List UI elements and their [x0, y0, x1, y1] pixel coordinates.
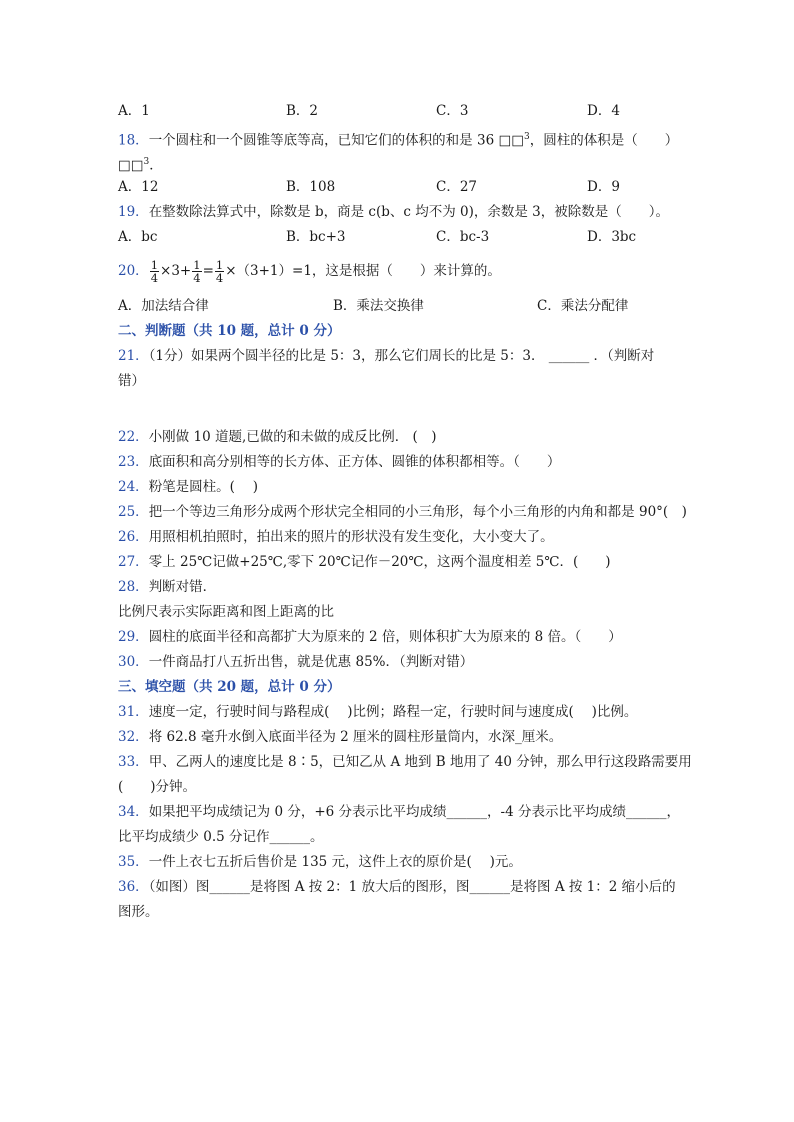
- section-heading-fill-blank: 三、填空题（共 20 题，总计 0 分）: [118, 679, 341, 695]
- question-36-line2: 图形。: [118, 904, 159, 920]
- question-text: 零上 25℃记做+25℃,零下 20℃记作－20℃，这两个温度相差 5℃．( ): [148, 554, 611, 570]
- option-c: C．27: [436, 179, 478, 195]
- section-heading-judgement: 二、判断题（共 10 题，总计 0 分）: [118, 323, 341, 339]
- question-33: [118, 753, 692, 771]
- question-30: [118, 653, 473, 671]
- question-text: 粉笔是圆柱。( ): [148, 479, 259, 495]
- denominator: 4: [215, 271, 224, 285]
- question-25: [118, 503, 687, 521]
- option-c: C．bc-3: [436, 229, 490, 245]
- question-number: 33．: [118, 754, 149, 770]
- question-number: 30．: [118, 654, 149, 670]
- question-number: 27．: [118, 554, 149, 570]
- question-number: 29．: [118, 629, 149, 645]
- numerator: 1: [150, 258, 159, 272]
- equals-sign: =: [202, 263, 214, 279]
- option-c: C．3: [436, 103, 469, 119]
- question-text: 一件上衣七五折后售价是 135 元，这件上衣的原价是( )元。: [148, 854, 522, 870]
- question-text: 如果把平均成绩记为 0 分，+6 分表示比平均成绩______，-4 分表示比平均成绩______，: [148, 804, 680, 820]
- question-21: [118, 347, 654, 365]
- question-text: ×（3+1）=1，这是根据（ ）来计算的。: [225, 263, 501, 279]
- question-28-statement: 比例尺表示实际距离和图上距离的比: [118, 604, 334, 620]
- question-text: 圆柱的底面半径和高都扩大为原来的 2 倍，则体积扩大为原来的 8 倍。（ ）: [148, 629, 622, 645]
- question-34: [118, 803, 680, 821]
- option-a: A．12: [118, 179, 159, 195]
- question-35: [118, 853, 522, 871]
- question-number: 32．: [118, 729, 149, 745]
- question-number: 18．: [118, 132, 149, 149]
- question-number: 26．: [118, 529, 149, 545]
- denominator: 4: [193, 271, 201, 285]
- question-text: 底面积和高分别相等的长方体、正方体、圆锥的体积都相等。（ ）: [148, 454, 561, 470]
- question-number: 31．: [118, 704, 149, 720]
- question-number: 25．: [118, 504, 149, 520]
- question-text: 小刚做 10 道题,已做的和未做的成反比例． ( ): [148, 429, 437, 445]
- option-b: B．108: [286, 179, 336, 195]
- question-28: [118, 578, 216, 596]
- question-33-line2: ( )分钟。: [118, 779, 197, 795]
- question-text: 在整数除法算式中，除数是 b，商是 c(b、c 均不为 0)，余数是 3，被除数是（ ）。: [148, 204, 670, 220]
- question-text-cont: ，圆柱的体积是（ ）: [529, 132, 679, 149]
- question-text: 甲、乙两人的速度比是 8∶5，已知乙从 A 地到 B 地用了 40 分钟，那么甲行这段路需要用: [148, 754, 692, 770]
- question-text: 将 62.8 毫升水倒入底面半径为 2 厘米的圆柱形量筒内，水深_厘米。: [148, 729, 563, 745]
- fraction: [192, 259, 201, 284]
- option-d: D．3bc: [587, 229, 637, 245]
- question-number: 19．: [118, 204, 149, 220]
- numerator: 1: [215, 258, 224, 272]
- question-number: 21．: [118, 348, 149, 364]
- question-number: 36．: [118, 879, 149, 895]
- question-22: [118, 428, 437, 446]
- question-number: 35．: [118, 854, 149, 870]
- option-b: B．乘法交换律: [333, 298, 424, 314]
- question-number: 24．: [118, 479, 149, 495]
- question-number: 20．: [118, 263, 149, 279]
- superscript: 3: [523, 132, 530, 142]
- fraction: [150, 259, 159, 284]
- question-text: （如图）图______是将图 A 按 2：1 放大后的图形，图______是将图 A 按 1：2 缩小后的: [148, 879, 676, 895]
- option-b: B．2: [286, 103, 319, 119]
- question-18-line2: [118, 153, 163, 175]
- question-number: 28．: [118, 579, 149, 595]
- superscript: 3: [143, 157, 150, 167]
- question-text: 把一个等边三角形分成两个形状完全相同的小三角形，每个小三角形的内角和都是 90°( ): [148, 504, 687, 520]
- question-18: [118, 128, 678, 150]
- option-b: B．bc+3: [286, 229, 346, 245]
- question-text: 一个圆柱和一个圆锥等底等高，已知它们的体积的和是 36 □□: [148, 132, 524, 149]
- question-text: 速度一定，行驶时间与路程成( )比例；路程一定，行驶时间与速度成( )比例。: [148, 704, 638, 720]
- question-text: 判断对错．: [148, 579, 217, 595]
- option-d: D．9: [587, 179, 620, 195]
- question-26: [118, 528, 554, 546]
- question-31: [118, 703, 637, 721]
- question-19: [118, 203, 669, 221]
- question-text: 用照相机拍照时，拍出来的照片的形状没有发生变化，大小变大了。: [148, 529, 554, 545]
- question-23: [118, 453, 560, 471]
- option-a: A．1: [118, 103, 150, 119]
- unit-text: □□: [118, 157, 144, 174]
- expression-part: ×3+: [160, 263, 192, 279]
- question-36: [118, 878, 676, 896]
- question-24: [118, 478, 258, 496]
- question-number: 22．: [118, 429, 149, 445]
- question-number: 34．: [118, 804, 149, 820]
- question-29: [118, 628, 622, 646]
- period: ．: [149, 157, 163, 174]
- question-27: [118, 553, 611, 571]
- option-a: A．bc: [118, 229, 158, 245]
- option-c: C．乘法分配律: [537, 298, 629, 314]
- question-number: 23．: [118, 454, 149, 470]
- question-21-line2: 错）: [118, 373, 145, 389]
- question-20: [118, 256, 501, 286]
- numerator: 1: [193, 258, 201, 272]
- question-32: [118, 728, 562, 746]
- denominator: 4: [150, 271, 159, 285]
- question-text: 一件商品打八五折出售，就是优惠 85%．（判断对错）: [148, 654, 474, 670]
- option-a: A．加法结合律: [118, 298, 209, 314]
- fraction: [215, 259, 224, 284]
- question-text: （1分）如果两个圆半径的比是 5：3，那么它们周长的比是 5：3． ______ ．（判断对: [148, 348, 655, 364]
- option-d: D．4: [587, 103, 620, 119]
- question-34-line2: 比平均成绩少 0.5 分记作______。: [118, 829, 324, 845]
